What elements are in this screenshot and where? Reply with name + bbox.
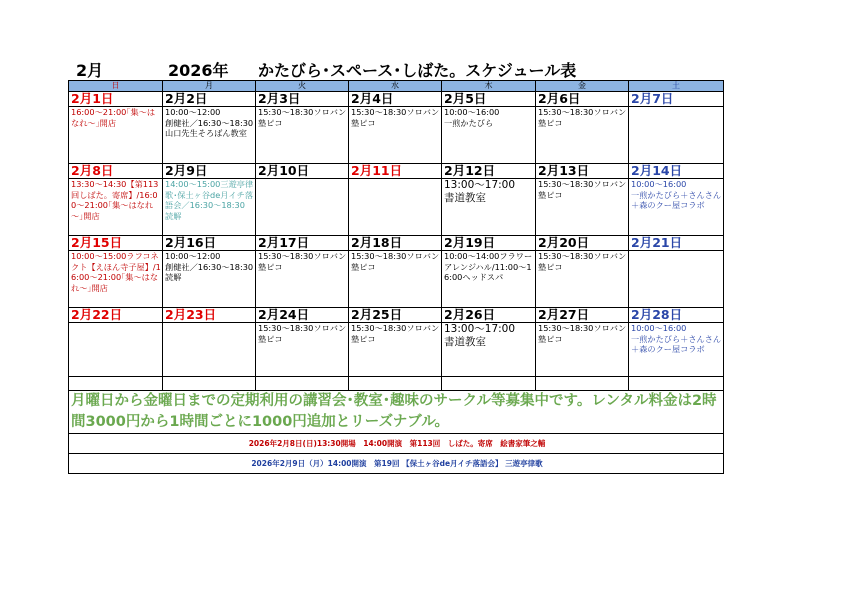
event-info-2: 2026年2月9日（月）14:00開演 第19回 【保土ヶ谷de月イチ落語会】 三遊亭律歌 [69,454,724,474]
spacer-row [69,377,724,391]
week-row [69,92,724,164]
day-cell [629,164,724,236]
date-label: 2月2日 [163,92,255,107]
date-label: 2月7日 [629,92,723,107]
day-cell [536,236,629,308]
day-cell [349,164,442,236]
day-cell [349,308,442,377]
day-cell [163,164,256,236]
date-label: 2月13日 [536,164,628,179]
date-label: 2月27日 [536,308,628,323]
day-events: 10:00～14:00フラワーアレンジハル/11:00～16:00ヘッドスパ [444,251,533,283]
date-label: 2月19日 [442,236,535,251]
weekday-thu: 木 [442,81,536,92]
date-label: 2月6日 [536,92,628,107]
weekday-header-row [69,81,724,92]
day-events: 10:00～16:00 一煎かたびら [444,107,500,128]
date-label: 2月10日 [256,164,348,179]
week-row [69,164,724,236]
date-label: 2月20日 [536,236,628,251]
day-cell [442,164,536,236]
date-label: 2月15日 [69,236,162,251]
day-cell [349,236,442,308]
event-info-row [69,454,724,474]
date-label: 2月21日 [629,236,723,251]
rental-notice: 月曜日から金曜日までの定期利用の講習会･教室･趣味のサークル等募集中です。レンタル料金は2時間3000円から1時間ごとに1000円追加とリーズナブル。 [69,391,724,434]
day-cell [349,92,442,164]
day-events: 15:30～18:30ソロバン塾ピコ [351,251,440,272]
day-cell [256,308,349,377]
day-cell [163,236,256,308]
day-cell [536,92,629,164]
day-events: 10:00～12:00 創健社／16:30～18:30 読解 [165,251,254,283]
date-label: 2月28日 [629,308,723,323]
day-cell [536,308,629,377]
day-cell [256,164,349,236]
date-label: 2月18日 [349,236,441,251]
day-cell [629,236,724,308]
weekday-sat: 土 [629,81,724,92]
day-events: 15:30～18:30ソロバン塾ピコ [258,323,347,344]
day-events: 13:00～17:00 書道教室 [444,323,516,348]
date-label: 2月16日 [163,236,255,251]
date-label: 2月23日 [163,308,255,323]
weekday-wed: 水 [349,81,442,92]
date-label: 2月26日 [442,308,535,323]
day-events: 15:30～18:30ソロバン塾ピコ [538,323,627,344]
event-info-row [69,434,724,454]
weekday-tue: 火 [256,81,349,92]
weekday-fri: 金 [536,81,629,92]
day-cell [442,308,536,377]
day-events: 15:30～18:30ソロバン塾ピコ [538,251,627,272]
day-events: 15:30～18:30ソロバン塾ピコ [538,107,627,128]
date-label: 2月1日 [69,92,162,107]
date-label: 2月11日 [349,164,441,179]
day-cell [69,92,163,164]
date-label: 2月8日 [69,164,162,179]
day-cell [256,92,349,164]
day-cell [442,92,536,164]
day-cell [442,236,536,308]
day-cell [69,164,163,236]
date-label: 2月3日 [256,92,348,107]
day-cell [536,164,629,236]
day-events: 10:00～16:00 一煎かたびら＋さんさん＋森のクー屋コラボ [631,179,722,211]
week-row [69,308,724,377]
day-cell [629,308,724,377]
notice-row [69,391,724,434]
day-cell [69,236,163,308]
date-label: 2月9日 [163,164,255,179]
date-label: 2月25日 [349,308,441,323]
month-label: 2月 [76,61,104,80]
year-label: 2026年 [168,61,229,80]
event-info-1: 2026年2月8日(日)13:30開場 14:00開演 第113回 しばた。寄席 絵書家筆之輔 [69,434,724,454]
schedule-title: かたびら･スペース･しばた。スケジュール表 [258,61,577,80]
day-cell [163,92,256,164]
day-events: 15:30～18:30ソロバン塾ピコ [258,251,347,272]
day-events: 15:30～18:30ソロバン塾ピコ [351,323,440,344]
day-cell [256,236,349,308]
date-label: 2月5日 [442,92,535,107]
day-events: 10:00～16:00 一煎かたびら＋さんさん＋森のクー屋コラボ [631,323,722,355]
weekday-sun: 日 [69,81,163,92]
day-events: 15:30～18:30ソロバン塾ピコ [258,107,347,128]
day-events: 10:00～12:00 創健社／16:30～18:30 山口先生そろばん教室 [165,107,254,139]
date-label: 2月22日 [69,308,162,323]
day-events: 10:00～15:00ラフコネクト【えほん寺子屋】/16:00～21:00｢集～はなれ～｣開店 [71,251,161,293]
day-events: 13:00～17:00 書道教室 [444,179,516,204]
date-label: 2月17日 [256,236,348,251]
week-row [69,236,724,308]
date-label: 2月24日 [256,308,348,323]
day-cell [69,308,163,377]
date-label: 2月14日 [629,164,723,179]
day-events: 14:00～15:00三遊亭律歌･保土ヶ谷de月イチ落語会／16:30～18:30 読解 [165,179,254,221]
day-events: 13:30～14:30【第113回しばた。寄席】/16:00～21:00｢集～はなれ～｣開店 [71,179,159,221]
day-cell [163,308,256,377]
day-events: 15:30～18:30ソロバン塾ピコ [538,179,627,200]
date-label: 2月4日 [349,92,441,107]
day-events: 16:00～21:00｢集～はなれ～｣開店 [71,107,156,128]
schedule-calendar [68,80,724,474]
weekday-mon: 月 [163,81,256,92]
day-cell [629,92,724,164]
day-events: 15:30～18:30ソロバン塾ピコ [351,107,440,128]
date-label: 2月12日 [442,164,535,179]
